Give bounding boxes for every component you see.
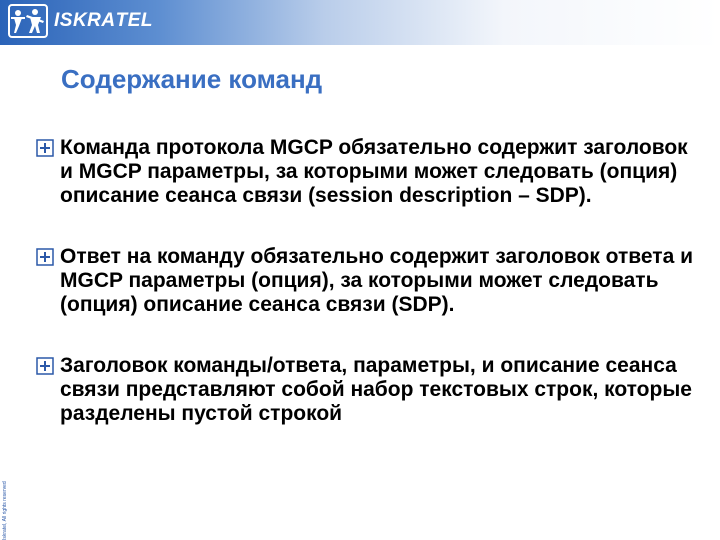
bullet-text: Команда протокола MGCP обязательно содержит заголовок и MGCP параметры, за которыми может следовать (опция) описание сеанса связи (session description – SDP). [60,136,688,207]
plus-bullet-icon [36,248,56,264]
slide-title: Содержание команд [61,64,323,94]
plus-bullet-icon [36,139,56,155]
bullet-text: Заголовок команды/ответа, параметры, и описание сеанса связи представляют собой набор текстовых строк, которые разделены пустой строкой [60,354,692,425]
bullet-list [36,136,706,426]
bullet-item [36,354,706,426]
plus-bullet-icon [36,357,56,373]
company-logo [8,2,154,40]
bullet-text: Ответ на команду обязательно содержит заголовок ответа и MGCP параметры (опция), за которыми может следовать (опция) описание сеанса связи (SDP). [60,245,694,316]
bullet-item [36,136,706,208]
copyright-note: Iskratel, All rights reserved [2,481,8,540]
logo-wordmark: ISKRATEL [54,10,154,31]
bullet-item [36,245,706,317]
people-logo-icon [8,4,48,38]
